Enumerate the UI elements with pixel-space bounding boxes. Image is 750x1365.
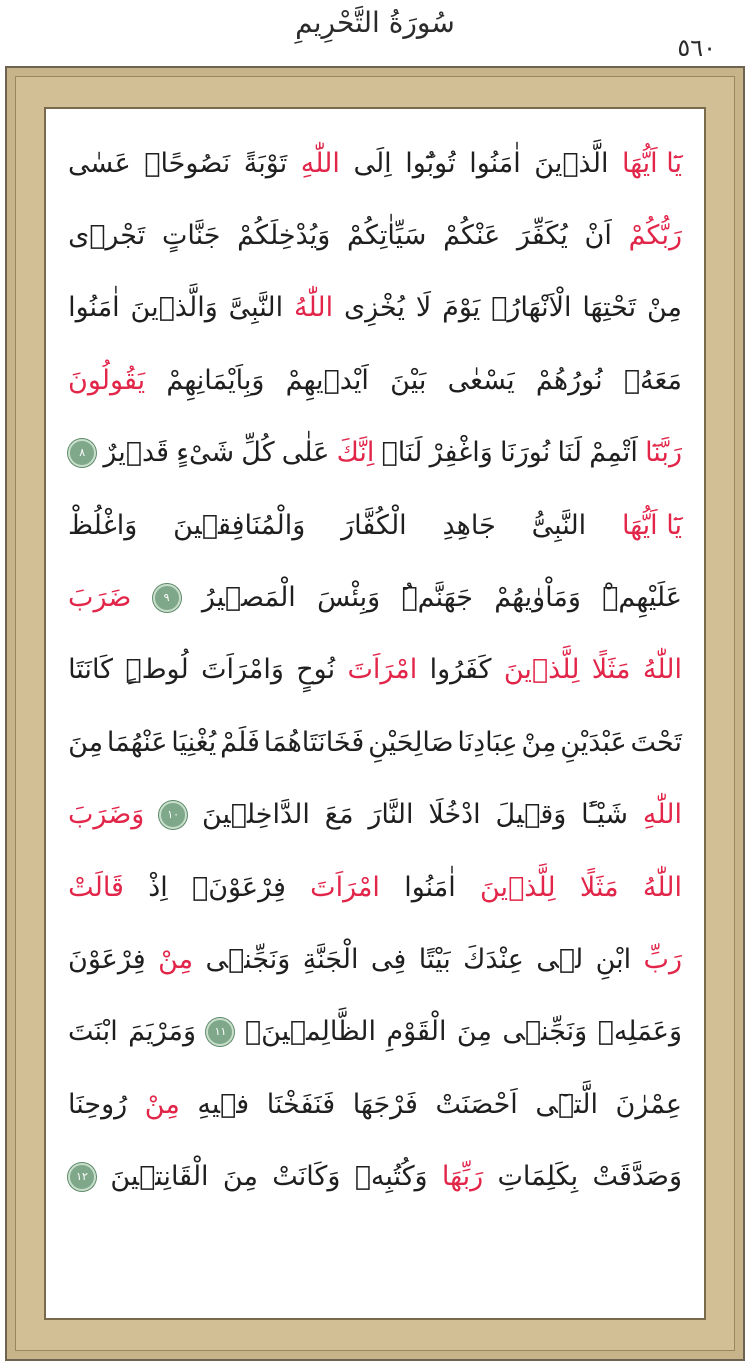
text-panel	[44, 107, 706, 1320]
verse-word: الْمَصٖيرُ	[201, 582, 296, 614]
verse-word: عِبَادِنَا	[457, 726, 518, 758]
verse-word: كَانَتَا	[68, 654, 114, 686]
highlighted-word: رَبُّكُمْ	[628, 220, 682, 252]
page-number: ٥٦٠	[677, 34, 716, 62]
verse-word: يُخْزِى	[344, 292, 405, 324]
highlighted-word: امْرَاَتَ	[310, 871, 380, 903]
verse-word: اَحْصَنَتْ	[435, 1088, 518, 1120]
verse-word: الْقَوْمِ	[386, 1016, 447, 1048]
highlighted-word: مَثَلًا	[591, 654, 631, 686]
verse-word: وَيُدْخِلَكُمْ	[237, 220, 331, 252]
verse-word: عَلَيْهِمْۜ	[602, 582, 682, 614]
verse-word: وَبِئْسَ	[317, 582, 381, 614]
verse-word: جَاهِدِ	[442, 509, 496, 541]
verse-word: مِنَ	[456, 1016, 492, 1048]
verse-word: الَّذٖينَ	[534, 147, 609, 179]
verse-word: نُورُهُمْ	[535, 364, 603, 396]
verse-word: نَصُوحًاۜ	[144, 147, 231, 179]
verse-word: نُوحٍ	[296, 654, 336, 686]
verse-word: الدَّاخِلٖينَ	[201, 799, 310, 831]
verse-word: وَعَمَلِهٖ	[597, 1016, 682, 1048]
verse-word: مِنَ	[222, 1161, 258, 1193]
verse-word: شَيْـًٔا	[581, 799, 629, 831]
highlighted-word: يَٓا اَيُّهَا	[621, 509, 682, 541]
verse-word: الْكُفَّارَ	[341, 509, 407, 541]
verse-line	[68, 272, 682, 344]
verse-word: ابْنَتَ	[68, 1016, 118, 1048]
highlighted-word: ضَرَبَ	[68, 582, 132, 614]
verse-word: عَسٰى	[68, 147, 131, 179]
verse-word: وَكَانَتْ	[272, 1161, 341, 1193]
highlighted-word: رَبَّنَٓا	[645, 437, 682, 469]
highlighted-word: مِنْ	[158, 943, 194, 975]
verse-word: وَقٖيلَ	[495, 799, 567, 831]
verse-word: اٰمَنُوا	[404, 871, 456, 903]
verse-word: وَصَدَّقَتْ	[592, 1161, 682, 1193]
verse-line	[68, 344, 682, 416]
verse-word: لَنَاۚ	[381, 437, 423, 469]
verse-line	[68, 489, 682, 561]
verse-word: مَعَ	[324, 799, 354, 831]
verse-word: بِكَلِمَاتِ	[497, 1161, 579, 1193]
verse-word: قَدٖيرٌ	[103, 437, 170, 469]
verse-word: ادْخُلَا	[428, 799, 481, 831]
verse-word: شَیْءٍ	[176, 437, 235, 469]
highlighted-word: مِنْ	[144, 1088, 180, 1120]
verse-line	[68, 851, 682, 923]
frame-border-band	[15, 76, 735, 1351]
verse-word: فَنَفَخْنَا	[266, 1088, 336, 1120]
verse-word: يَوْمَ	[442, 292, 481, 324]
verse-word: جَهَنَّمُۜ	[401, 582, 473, 614]
verse-word: الْاَنْهَارُۙ	[491, 292, 572, 324]
highlighted-word: اللّٰهِ	[642, 799, 682, 831]
verse-line	[68, 199, 682, 271]
verse-word: لُوطٍۜ	[125, 654, 189, 686]
verse-word: عِنْدَكَ	[463, 943, 524, 975]
verse-word: وَبِاَيْمَانِهِمْ	[166, 364, 265, 396]
highlighted-word: مَثَلًا	[579, 871, 619, 903]
verse-word: النَّارَ	[368, 799, 414, 831]
highlighted-word: اللّٰهُ	[294, 292, 334, 324]
highlighted-word: امْرَاَتَ	[347, 654, 418, 686]
verse-word: وَامْرَاَتَ	[201, 654, 284, 686]
ayah-number-marker: ١٢	[68, 1163, 96, 1191]
verse-word: يُغْنِيَا	[171, 726, 217, 758]
verse-word: بَيْنَ	[390, 364, 427, 396]
verse-word: الَّتٖٓى	[535, 1088, 598, 1120]
highlighted-word: اللّٰهِ	[300, 147, 340, 179]
verse-word: يَسْعٰى	[447, 364, 515, 396]
page-header	[0, 0, 750, 66]
highlighted-word: اللّٰهُ	[642, 654, 682, 686]
verse-word: فَلَمْ	[220, 726, 260, 758]
verse-word: وَالَّذٖينَ	[130, 292, 218, 324]
verse-word: مَعَهُۚ	[623, 364, 682, 396]
verse-word: فِرْعَوْنَۢ	[192, 871, 286, 903]
page-frame	[5, 66, 745, 1361]
verse-word: كُلِّ	[241, 437, 275, 469]
verse-word: يُكَفِّرَ	[516, 220, 568, 252]
verse-line	[68, 417, 682, 489]
verse-word: عَبْدَيْنِ	[560, 726, 627, 758]
verse-word: تَحْتَ	[630, 726, 682, 758]
verse-word: وَاغْفِرْ	[429, 437, 493, 469]
verse-word: تُوبُٓوا	[405, 147, 456, 179]
verse-word: الْجَنَّةِ	[302, 943, 359, 975]
verse-line	[68, 561, 682, 633]
highlighted-word: اللّٰهُ	[642, 871, 682, 903]
verse-word: الظَّالِمٖينَۙ	[244, 1016, 376, 1048]
verse-word: مِنْ	[646, 292, 682, 324]
verse-word: تَحْتِهَا	[582, 292, 637, 324]
verse-word: مِنَ	[68, 726, 104, 758]
verse-word: رُوحِنَا	[68, 1088, 128, 1120]
verse-text-area	[68, 127, 682, 1304]
verse-word: اَنْ	[584, 220, 612, 252]
verse-line	[68, 1140, 682, 1212]
verse-word: اَتْمِمْ	[589, 437, 638, 469]
verse-word: اَيْدٖيهِمْ	[285, 364, 369, 396]
verse-word: لَنَا	[557, 437, 583, 469]
verse-line	[68, 779, 682, 851]
verse-word: عَلٰى	[281, 437, 330, 469]
highlighted-word: رَبِّهَا	[441, 1161, 484, 1193]
verse-word: جَنَّاتٍ	[161, 220, 221, 252]
highlighted-word: لِلَّذٖينَ	[503, 654, 580, 686]
highlighted-word: لِلَّذٖينَ	[480, 871, 556, 903]
verse-word: الْقَانِتٖينَ	[110, 1161, 209, 1193]
verse-word: وَمَاْوٰيهُمْ	[494, 582, 581, 614]
verse-word: تَجْرٖى	[68, 220, 146, 252]
verse-word: بَيْتًا	[418, 943, 451, 975]
verse-word: عَنْكُمْ	[443, 220, 501, 252]
verse-word: كَفَرُوا	[429, 654, 492, 686]
verse-line	[68, 1068, 682, 1140]
verse-word: فٖيهِ	[197, 1088, 250, 1120]
verse-word: وَاغْلُظْ	[68, 509, 138, 541]
highlighted-word: يَٓا اَيُّهَا	[621, 147, 682, 179]
verse-word: عِمْرٰنَ	[615, 1088, 682, 1120]
verse-word: اٰمَنُوا	[68, 292, 120, 324]
highlighted-word: يَقُولُونَ	[68, 364, 146, 396]
verse-word: وَنَجِّنٖى	[502, 1016, 588, 1048]
verse-line	[68, 706, 682, 778]
verse-word: النَّبِىُّ	[531, 509, 587, 541]
verse-word: وَمَرْيَمَ	[128, 1016, 197, 1048]
ayah-number-marker: ١١	[206, 1018, 234, 1046]
verse-word: صَالِحَيْنِ	[368, 726, 454, 758]
verse-line	[68, 923, 682, 995]
verse-word: النَّبِىَّ	[228, 292, 284, 324]
highlighted-word: وَضَرَبَ	[68, 799, 145, 831]
ayah-number-marker: ٩	[153, 584, 181, 612]
verse-word: تَوْبَةً	[243, 147, 288, 179]
verse-word: مِنْ	[521, 726, 557, 758]
ayah-number-marker: ١٠	[159, 801, 187, 829]
verse-word: فَرْجَهَا	[352, 1088, 418, 1120]
verse-word: فِى	[370, 943, 407, 975]
verse-word: وَنَجِّنٖى	[205, 943, 291, 975]
verse-word: فَخَانَتَاهُمَا	[263, 726, 365, 758]
verse-word: اِذْ	[148, 871, 168, 903]
verse-word: نُورَنَا	[499, 437, 551, 469]
verse-word: لَا	[415, 292, 432, 324]
verse-word: وَالْمُنَافِقٖينَ	[173, 509, 306, 541]
surah-title: سُورَةُ التَّحْرِيمِ	[295, 6, 455, 39]
verse-word: ابْنِ	[595, 943, 632, 975]
highlighted-word: رَبِّ	[643, 943, 682, 975]
verse-word: اٰمَنُوا	[469, 147, 521, 179]
verse-word: عَنْهُمَا	[106, 726, 168, 758]
highlighted-word: اِنَّكَ	[336, 437, 375, 469]
verse-word: وَكُتُبِهٖ	[354, 1161, 428, 1193]
verse-word: اِلَى	[353, 147, 392, 179]
verse-line	[68, 996, 682, 1068]
verse-line	[68, 634, 682, 706]
ayah-number-marker: ٨	[68, 439, 96, 467]
highlighted-word: قَالَتْ	[68, 871, 124, 903]
verse-line	[68, 127, 682, 199]
verse-word: فِرْعَوْنَ	[68, 943, 146, 975]
verse-word: سَيِّاٰتِكُمْ	[347, 220, 427, 252]
verse-word: لٖى	[536, 943, 584, 975]
